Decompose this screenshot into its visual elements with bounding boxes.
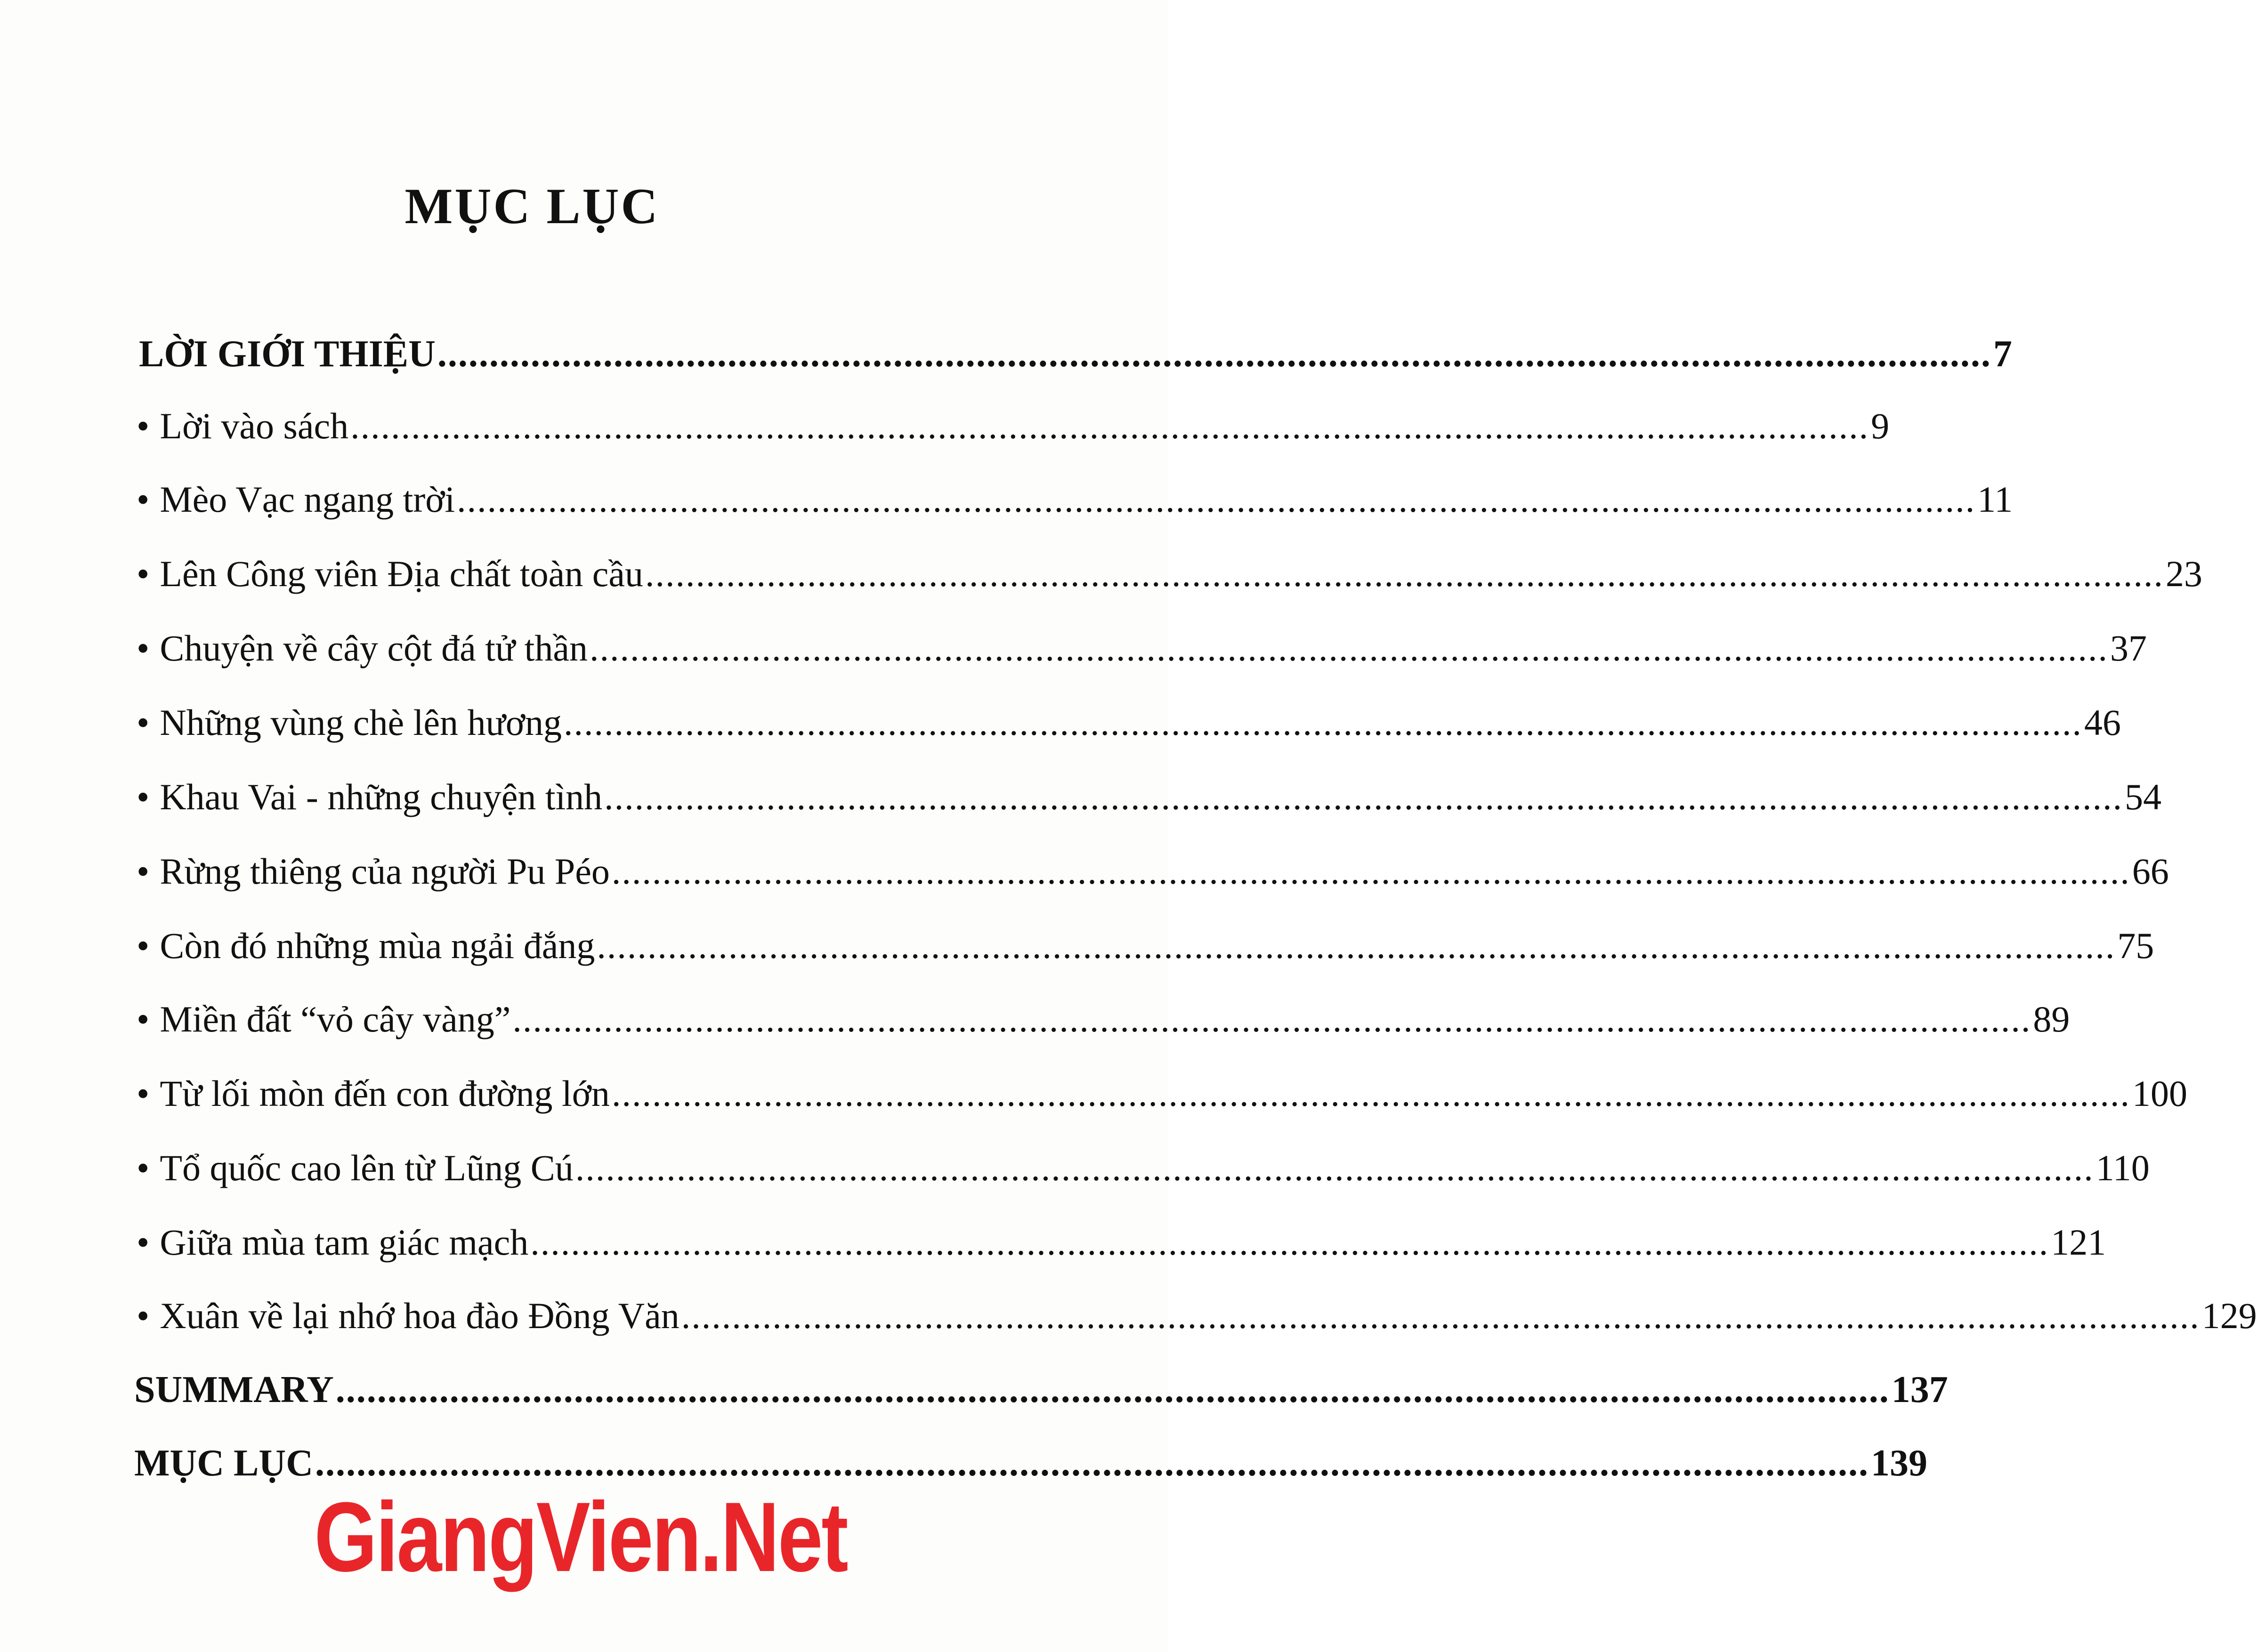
bullet-icon: • [137,1295,150,1336]
toc-entry-cong-vien-dia-chat [137,553,2202,594]
dot-leader: ...................................................................................................................................................... [457,479,1976,520]
dot-leader: ...................................................................................................................................................... [681,1295,2200,1336]
toc-page-number: 11 [1977,479,2013,520]
toc-entry-label: Miền đất “vỏ cây vàng” [160,999,511,1040]
toc-entry-cot-da-tu-than [137,628,2147,669]
watermark-logo: GiangVien.Net [314,1482,847,1592]
toc-entry-label: Xuân về lại nhớ hoa đào Đồng Văn [160,1295,680,1336]
toc-entry-label: Giữa mùa tam giác mạch [160,1222,529,1263]
dot-leader: ...................................................................................................................................................... [575,1147,2094,1188]
toc-page-number: 121 [2051,1222,2106,1263]
dot-leader: ...................................................................................................................................................... [604,776,2123,817]
toc-page-number: 9 [1871,405,1890,446]
toc-entry-label: LỜI GIỚI THIỆU [139,333,436,375]
toc-page-number: 54 [2125,776,2162,817]
toc-entry-label: Chuyện về cây cột đá tử thần [160,628,588,669]
bullet-icon: • [137,999,150,1040]
dot-leader: ...................................................................................................................................................... [437,333,1991,375]
toc-entry-vung-che [137,702,2121,743]
page-title: MỤC LỤC [404,178,660,234]
toc-entry-khau-vai [137,776,2162,817]
toc-page-number: 139 [1870,1442,1927,1484]
bullet-icon: • [137,479,150,520]
toc-entry-loi-mon [137,1073,2187,1114]
dot-leader: ...................................................................................................................................................... [315,1442,1869,1484]
toc-page-number: 110 [2095,1147,2150,1188]
bullet-icon: • [137,702,150,743]
dot-leader: ...................................................................................................................................................... [350,405,1869,446]
toc-entry-loi-gioi-thieu [139,333,2012,375]
bullet-icon: • [137,776,150,817]
toc-page-number: 89 [2033,999,2070,1040]
dot-leader: ...................................................................................................................................................... [335,1369,1890,1410]
toc-page-number: 100 [2132,1073,2187,1114]
bullet-icon: • [137,1147,150,1188]
toc-entry-vo-cay-vang [137,999,2070,1040]
toc-entry-label: Từ lối mòn đến con đường lớn [160,1073,610,1114]
dot-leader: ...................................................................................................................................................... [563,702,2082,743]
toc-entry-muc-luc [134,1442,1927,1484]
toc-page-number: 46 [2084,702,2121,743]
bullet-icon: • [137,405,150,446]
toc-page-number: 66 [2132,851,2169,892]
toc-entry-lung-cu [137,1147,2150,1188]
toc-page-number: 37 [2110,628,2147,669]
dot-leader: ...................................................................................................................................................... [530,1222,2049,1263]
dot-leader: ...................................................................................................................................................... [611,851,2130,892]
bullet-icon: • [137,553,150,594]
toc-entry-ngai-dang [137,925,2154,966]
toc-entry-hoa-dao-dong-van [137,1295,2257,1336]
dot-leader: ...................................................................................................................................................... [597,925,2116,966]
toc-entry-label: Lời vào sách [160,405,349,446]
dot-leader: ...................................................................................................................................................... [645,553,2164,594]
toc-entry-label: Tổ quốc cao lên từ Lũng Cú [160,1147,574,1188]
toc-entry-label: Còn đó những mùa ngải đắng [160,925,595,966]
toc-entry-label: SUMMARY [134,1369,334,1410]
toc-page-number: 23 [2165,553,2202,594]
toc-entry-tam-giac-mach [137,1222,2106,1263]
toc-entry-label: Những vùng chè lên hương [160,702,562,743]
toc-entry-label: Mèo Vạc ngang trời [160,479,455,520]
dot-leader: ...................................................................................................................................................... [589,628,2108,669]
toc-entry-label: Rừng thiêng của người Pu Péo [160,851,610,892]
bullet-icon: • [137,925,150,966]
dot-leader: ...................................................................................................................................................... [611,1073,2130,1114]
bullet-icon: • [137,851,150,892]
bullet-icon: • [137,628,150,669]
toc-entry-rung-thieng [137,851,2169,892]
toc-entry-label: MỤC LỤC [134,1442,313,1484]
toc-entry-meo-vac [137,479,2013,520]
toc-entry-label: Lên Công viên Địa chất toàn cầu [160,553,643,594]
toc-page-number: 137 [1891,1369,1948,1410]
dot-leader: ...................................................................................................................................................... [512,999,2031,1040]
toc-entry-label: Khau Vai - những chuyện tình [160,776,603,817]
bullet-icon: • [137,1222,150,1263]
toc-entry-loi-vao-sach [137,405,1890,446]
bullet-icon: • [137,1073,150,1114]
toc-page-number: 129 [2201,1295,2257,1336]
toc-page-number: 75 [2117,925,2154,966]
toc-entry-summary [134,1369,1948,1410]
toc-page-number: 7 [1993,333,2012,375]
